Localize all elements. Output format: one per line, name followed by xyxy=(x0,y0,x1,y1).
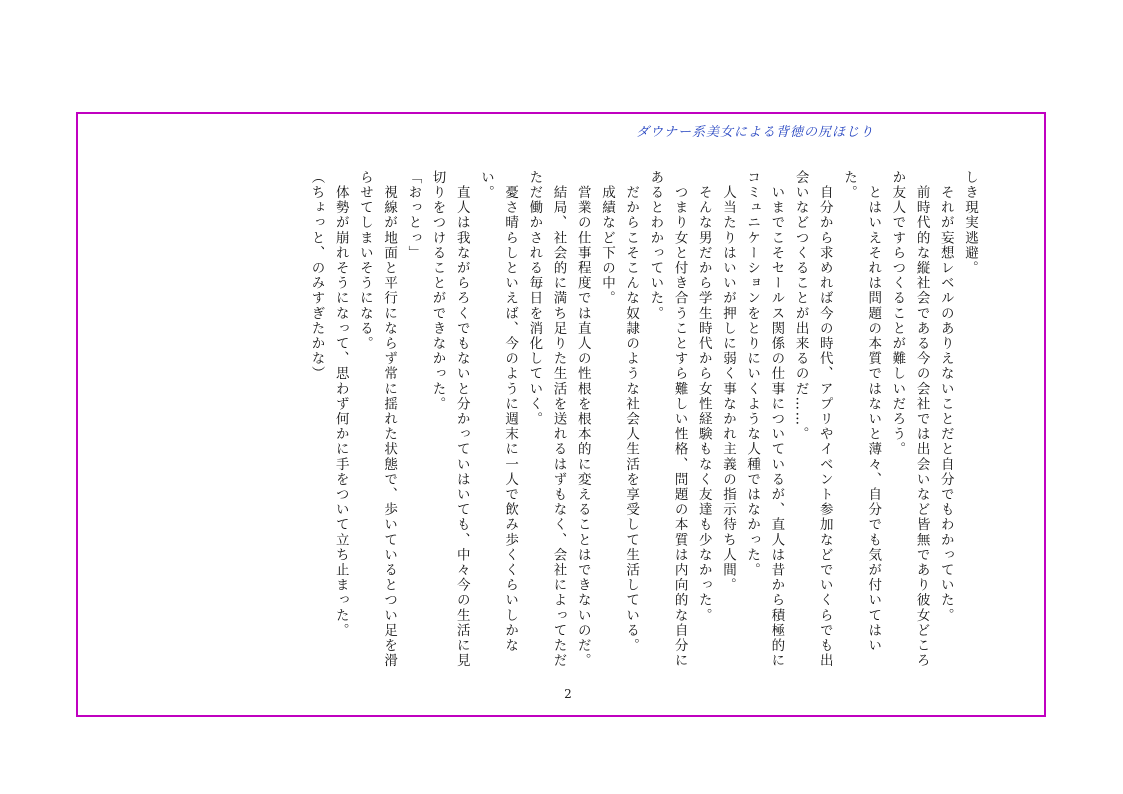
paragraph: そんな男だから学生時代から女性経験もなく友達も少なかった。 xyxy=(695,170,712,623)
paragraph: 視線が地面と平行にならず常に揺れた状態で、歩いているとつい足を滑らせてしまいそうになる。 xyxy=(356,170,398,669)
paragraph: 体勢が崩れそうになって、思わず何かに手をついて立ち止まった。 xyxy=(332,170,349,639)
paragraph: 結局、社会的に満ち足りた生活を送れるはずもなく、会社によってただただ働かされる毎日を消化していく。 xyxy=(526,170,567,669)
paragraph: それが妄想レベルのありえないことだと自分でもわかっていた。 xyxy=(937,170,954,623)
paragraph: 自分から求めれば今の時代、アプリやイベント参加などでいくらでも出会いなどつくることが出来るのだ……。 xyxy=(792,170,833,669)
paragraph: 人当たりはいいが押しに弱く事なかれ主義の指示待ち人間。 xyxy=(719,170,736,593)
paragraph: つまり女と付き合うことすら難しい性格、問題の本質は内向的な自分にあるとわかっていた。 xyxy=(647,170,688,669)
paragraph: とはいえそれは問題の本質ではないと薄々、自分でも気が付いてはいた。 xyxy=(840,170,882,654)
paragraph: しき現実逃避。 xyxy=(962,170,978,276)
paragraph: 憂さ晴らしといえば、今のように週末に一人で飲み歩くくらいしかない。 xyxy=(477,170,519,654)
paragraph: 営業の仕事程度では直人の性根を根本的に変えることはできないのだ。 xyxy=(574,170,591,669)
paragraph: 直人は我ながらろくでもないと分かっていはいても、中々今の生活に見切りをつけることができなかった。 xyxy=(429,170,470,669)
body-text xyxy=(160,170,982,670)
paragraph: 成績など下の中。 xyxy=(598,170,615,306)
paragraph: 前時代的な縦社会である今の会社では出会いなど皆無であり彼女どころか友人ですらつくることが難しいだろう。 xyxy=(889,170,930,669)
paragraph: いまでこそセールス関係の仕事についているが、直人は昔から積極的にコミュニケーションをとりにいくような人種ではなかった。 xyxy=(744,170,785,669)
page-number: 2 xyxy=(564,687,572,701)
paragraph: 「おっとっ」 xyxy=(405,170,422,261)
paragraph: だからこそこんな奴隷のような社会人生活を享受して生活している。 xyxy=(623,170,640,654)
paragraph: （ちょっと、のみすぎたかな） xyxy=(308,170,325,382)
running-header: ダウナー系美女による背徳の尻ほじり xyxy=(635,125,874,140)
